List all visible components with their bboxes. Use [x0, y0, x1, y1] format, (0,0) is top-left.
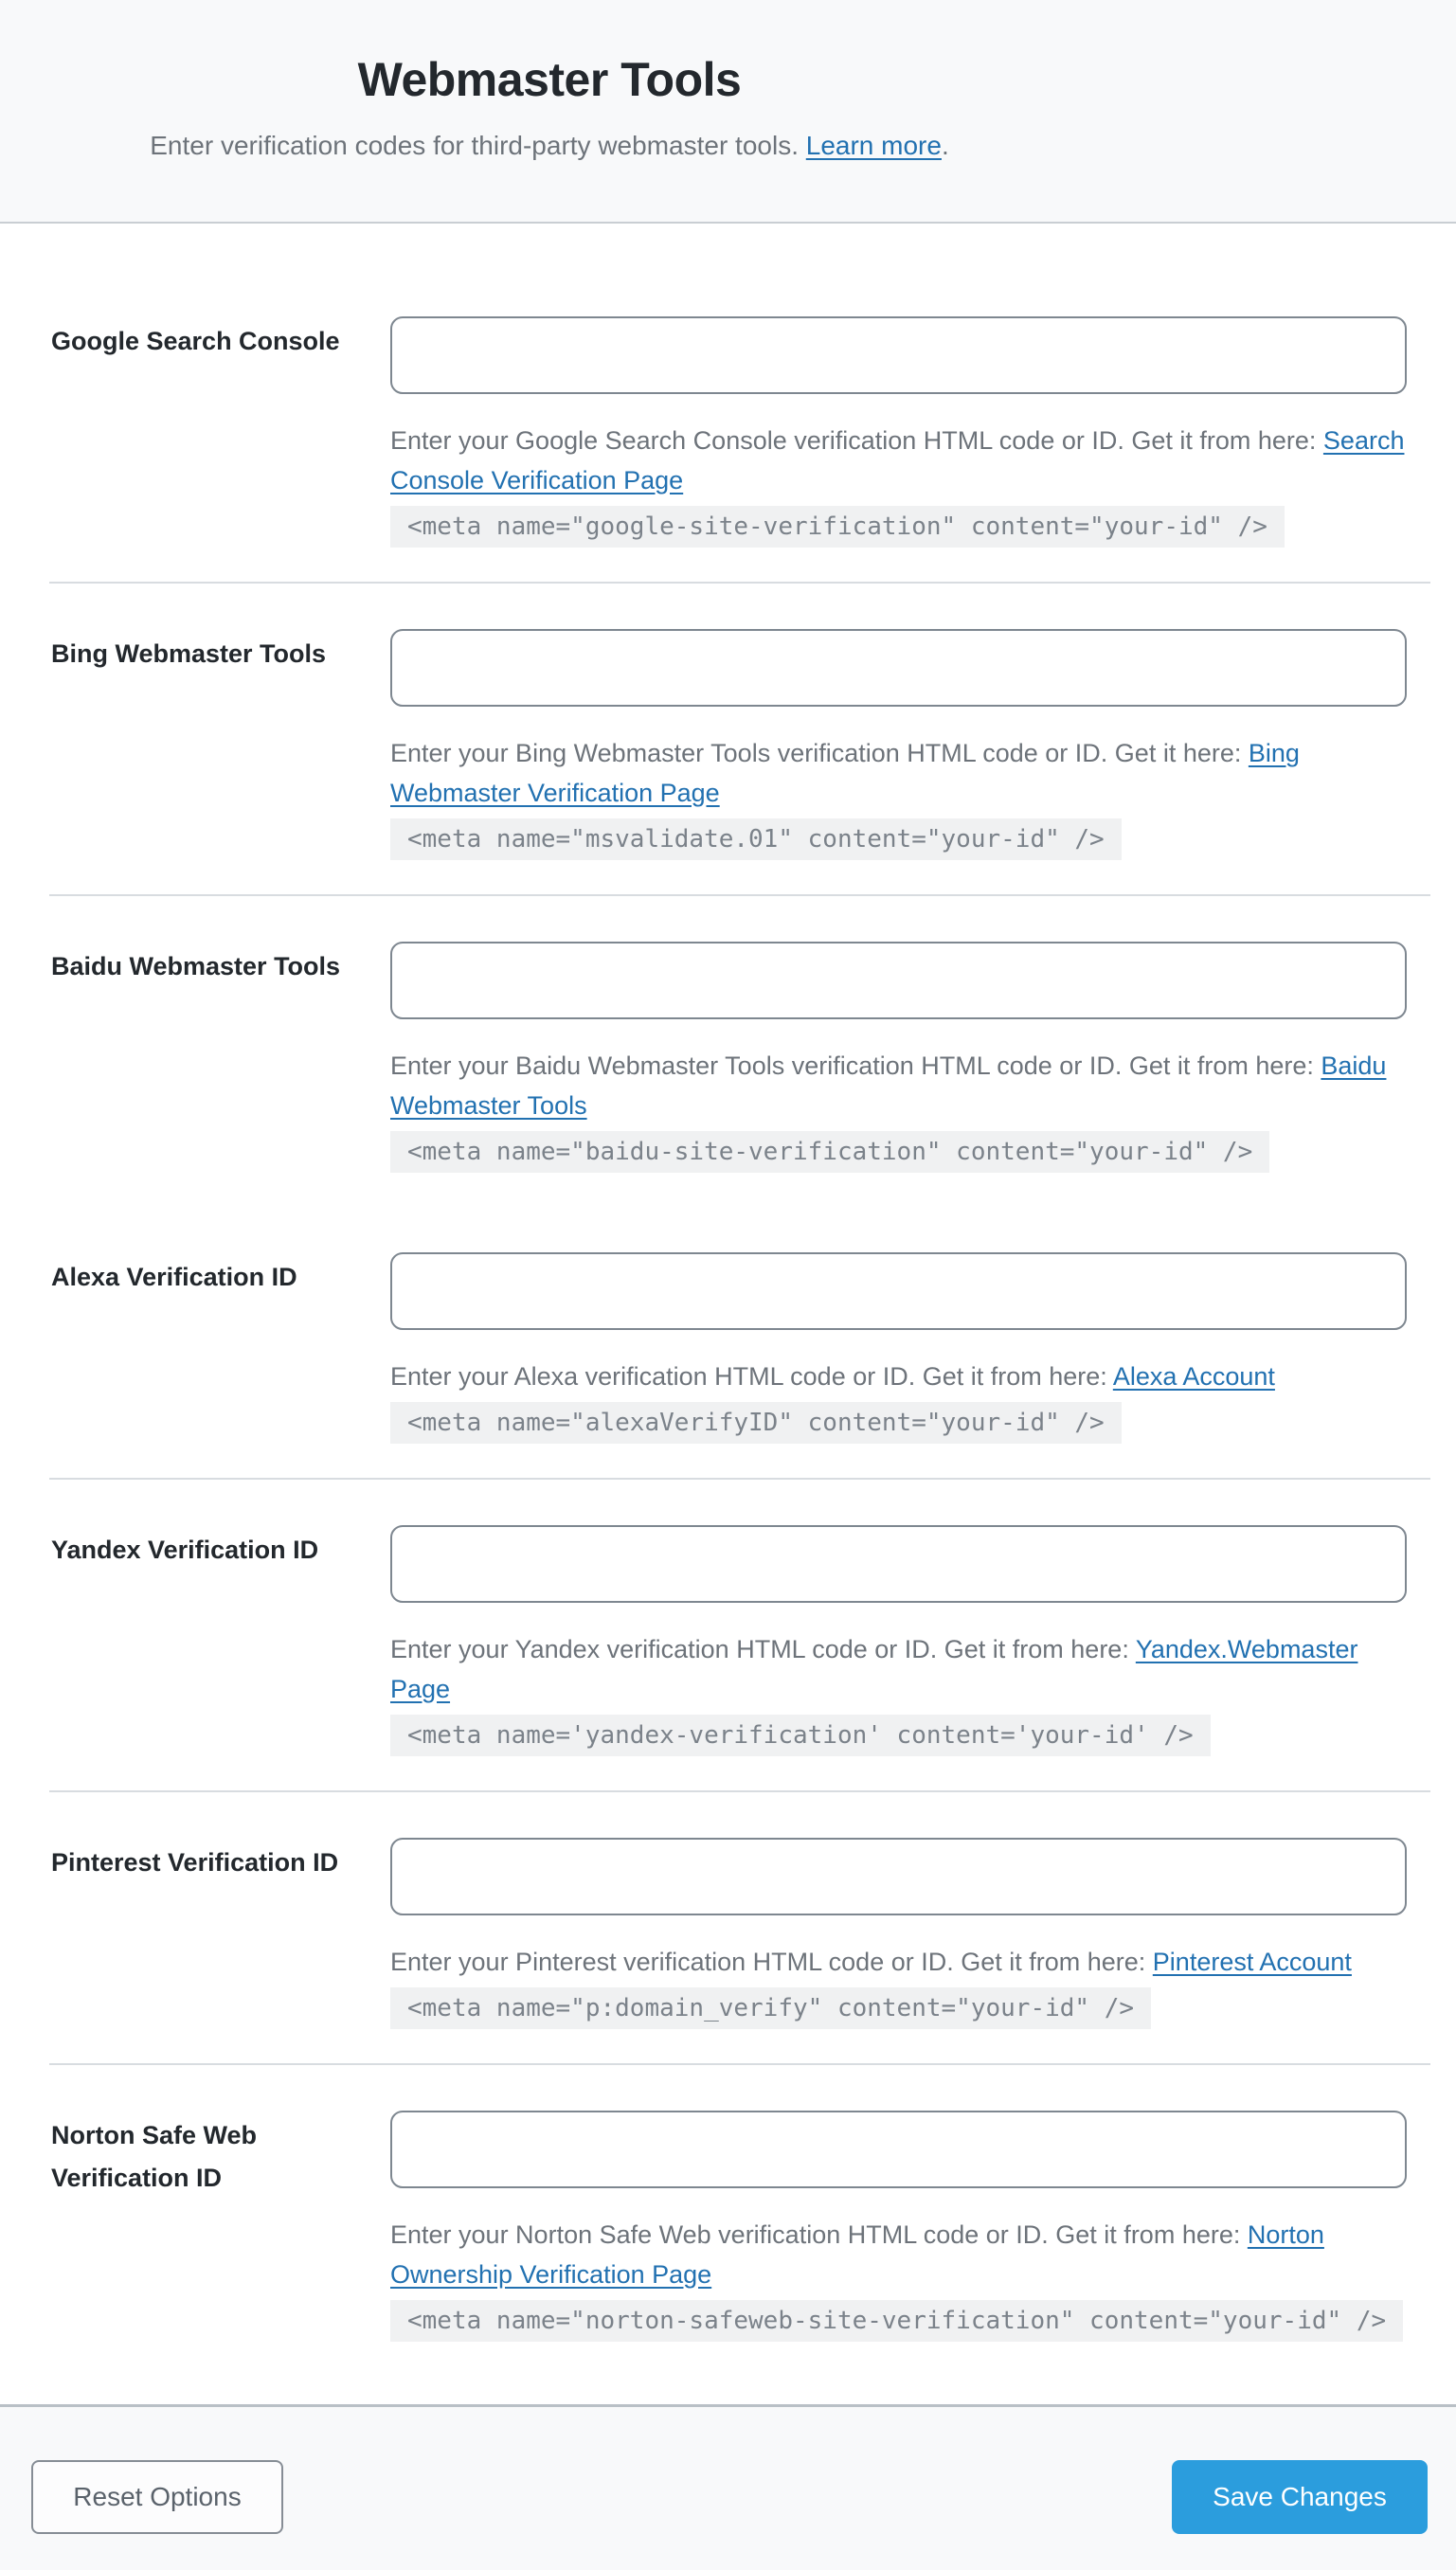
alexa-verification-id-code-snippet: <meta name="alexaVerifyID" content="your-id" /> [390, 1402, 1122, 1444]
field-control-baidu-webmaster-tools [390, 942, 1430, 1173]
field-label-pinterest-verification-id: Pinterest Verification ID [51, 1848, 339, 1877]
bing-webmaster-tools-code-snippet: <meta name="msvalidate.01" content="your-id" /> [390, 818, 1122, 860]
page-title: Webmaster Tools [357, 53, 742, 106]
field-description-baidu-webmaster-tools [390, 1046, 1418, 1125]
pinterest-verification-id-help-link[interactable]: Pinterest Account [1152, 1948, 1352, 1976]
field-row-google-search-console [0, 271, 1456, 582]
field-control-google-search-console [390, 316, 1430, 548]
field-row-bing-webmaster-tools [0, 584, 1456, 894]
field-description-text: Enter your Norton Safe Web verification HTML code or ID. Get it from here: [390, 2220, 1248, 2249]
field-label-yandex-verification-id: Yandex Verification ID [51, 1536, 319, 1564]
page-header [0, 0, 1456, 224]
page-subtitle-text: Enter verification codes for third-party webmaster tools. [150, 130, 806, 160]
field-control-yandex-verification-id [390, 1525, 1430, 1756]
google-search-console-help-link[interactable]: Search Console Verification Page [390, 426, 1405, 494]
code-snippet-wrap [390, 813, 1430, 860]
alexa-verification-id-input[interactable] [390, 1252, 1407, 1330]
norton-safe-web-verification-id-code-snippet: <meta name="norton-safeweb-site-verification" content="your-id" /> [390, 2300, 1403, 2342]
code-snippet-wrap [390, 1982, 1430, 2029]
baidu-webmaster-tools-code-snippet: <meta name="baidu-site-verification" content="your-id" /> [390, 1131, 1269, 1173]
field-label-norton-safe-web-verification-id: Norton Safe Web Verification ID [51, 2121, 258, 2192]
field-description-pinterest-verification-id [390, 1942, 1418, 1982]
yandex-verification-id-help-link[interactable]: Yandex.Webmaster Page [390, 1635, 1358, 1703]
baidu-webmaster-tools-input[interactable] [390, 942, 1407, 1019]
baidu-webmaster-tools-help-link[interactable]: Baidu Webmaster Tools [390, 1051, 1387, 1120]
save-changes-button[interactable]: Save Changes [1172, 2460, 1428, 2534]
yandex-verification-id-input[interactable] [390, 1525, 1407, 1603]
field-control-bing-webmaster-tools [390, 629, 1430, 860]
field-description-norton-safe-web-verification-id [390, 2215, 1418, 2294]
field-description-alexa-verification-id [390, 1357, 1418, 1396]
norton-safe-web-verification-id-help-link[interactable]: Norton Ownership Verification Page [390, 2220, 1324, 2289]
field-description-yandex-verification-id [390, 1629, 1418, 1709]
form-footer [0, 2404, 1456, 2570]
bing-webmaster-tools-input[interactable] [390, 629, 1407, 707]
code-snippet-wrap [390, 2294, 1430, 2342]
code-snippet-wrap [390, 1125, 1430, 1173]
page-header-inner [0, 53, 1099, 164]
field-description-text: Enter your Alexa verification HTML code or ID. Get it from here: [390, 1362, 1113, 1391]
field-label-alexa-verification-id: Alexa Verification ID [51, 1263, 297, 1291]
field-control-alexa-verification-id [390, 1252, 1430, 1444]
field-label-baidu-webmaster-tools: Baidu Webmaster Tools [51, 952, 341, 980]
code-snippet-wrap [390, 500, 1430, 548]
field-description-bing-webmaster-tools [390, 733, 1418, 813]
field-control-pinterest-verification-id [390, 1838, 1430, 2029]
field-label-bing-webmaster-tools: Bing Webmaster Tools [51, 639, 327, 668]
page-subtitle [0, 127, 1099, 164]
yandex-verification-id-code-snippet: <meta name='yandex-verification' content='your-id' /> [390, 1715, 1211, 1756]
google-search-console-code-snippet: <meta name="google-site-verification" content="your-id" /> [390, 506, 1285, 548]
bing-webmaster-tools-help-link[interactable]: Bing Webmaster Verification Page [390, 739, 1300, 807]
field-label-google-search-console: Google Search Console [51, 327, 340, 355]
field-row-norton-safe-web-verification-id [0, 2065, 1456, 2364]
field-row-baidu-webmaster-tools [0, 896, 1456, 1207]
learn-more-link[interactable]: Learn more [805, 130, 942, 160]
field-control-norton-safe-web-verification-id [390, 2111, 1430, 2342]
page-subtitle-period: . [941, 130, 949, 160]
field-description-text: Enter your Pinterest verification HTML code or ID. Get it from here: [390, 1948, 1153, 1976]
code-snippet-wrap [390, 1709, 1430, 1756]
norton-safe-web-verification-id-input[interactable] [390, 2111, 1407, 2188]
field-description-text: Enter your Google Search Console verification HTML code or ID. Get it from here: [390, 426, 1323, 455]
pinterest-verification-id-input[interactable] [390, 1838, 1407, 1915]
field-row-pinterest-verification-id [0, 1792, 1456, 2063]
field-description-text: Enter your Bing Webmaster Tools verification HTML code or ID. Get it here: [390, 739, 1249, 767]
alexa-verification-id-help-link[interactable]: Alexa Account [1112, 1362, 1275, 1391]
code-snippet-wrap [390, 1396, 1430, 1444]
google-search-console-input[interactable] [390, 316, 1407, 394]
field-description-text: Enter your Yandex verification HTML code or ID. Get it from here: [390, 1635, 1136, 1663]
field-row-alexa-verification-id [0, 1207, 1456, 1478]
field-description-text: Enter your Baidu Webmaster Tools verification HTML code or ID. Get it from here: [390, 1051, 1321, 1080]
webmaster-tools-form [0, 224, 1456, 2404]
field-row-yandex-verification-id [0, 1480, 1456, 1790]
field-description-google-search-console [390, 421, 1418, 500]
pinterest-verification-id-code-snippet: <meta name="p:domain_verify" content="your-id" /> [390, 1987, 1151, 2029]
reset-options-button[interactable]: Reset Options [31, 2460, 283, 2534]
